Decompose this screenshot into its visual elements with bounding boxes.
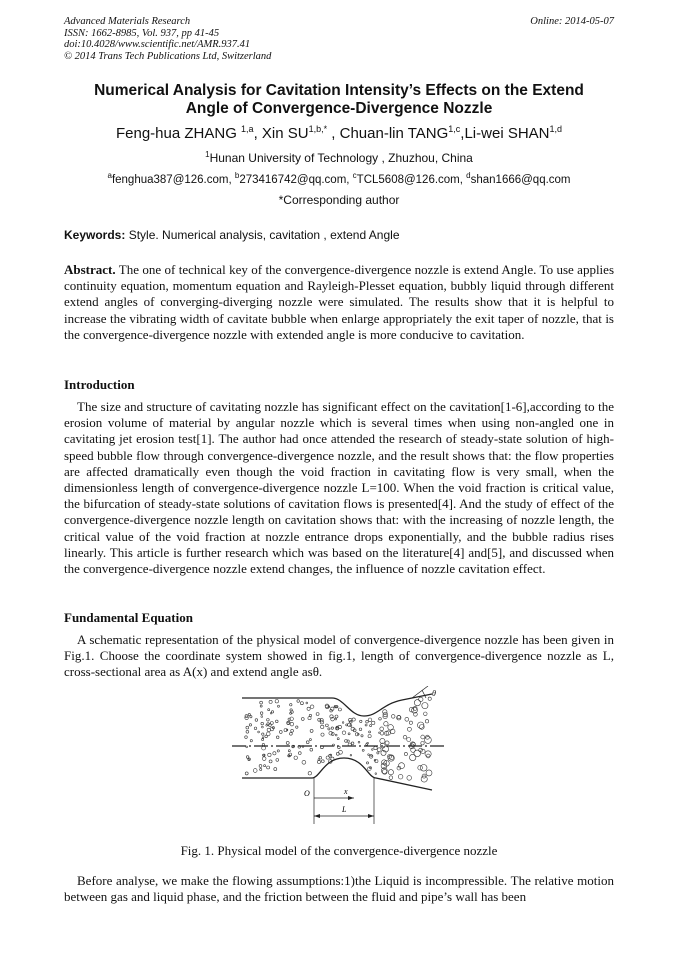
email-sup: c [352,171,357,180]
bubble [426,754,430,758]
bubble [420,765,427,772]
bubble [335,715,338,718]
bubble [405,717,409,721]
bubble [310,705,314,709]
bubble [369,731,371,733]
bubble [267,719,270,722]
bubble [307,707,310,710]
bubble [390,729,395,734]
bubble [321,733,324,736]
bubble [331,727,333,729]
author-sup: 1,b,* [308,124,328,134]
author-name: Li-wei SHAN [464,125,550,142]
keywords [64,228,614,242]
L-arrowhead-right [368,814,374,818]
bubble [428,697,431,700]
bubble [269,700,272,703]
bubble [425,720,428,723]
bubble [368,718,372,722]
bubble [309,714,311,716]
introduction-text: The size and structure of cavitating nozzle has significant effect on the cavitation[1-6],according to the erosion volume of material by angular nozzle which is several times when using non-angled one in cavitating jet erosion test[1]. The author had once attended the research of steady-state solution of high-speed bubble flow through convergence-divergence nozzle, and the result shows that: the flow properties are affected dramatically even though the void fraction in cavitating flow is very small, when the dimensionless length of convergence-divergence nozzle L=100. When the void fraction is critical value, the bifurcation of steady-state solutions of cavitation flows is presented[4]. And the study of effect of the convergence-divergence nozzle length on cavitation shows that: with the increasing of nozzle length, the critical value of the void fraction at nozzle entrance drops exponentially, and the bubble radius rises linearly. This article is further research which was based on the literature[4] and[5], and discussed when the convergence-divergence nozzle extend changes, the influence of nozzle cavitation effect. [64,399,614,577]
bubble [321,760,324,763]
bubble [335,734,337,736]
bubble [380,732,384,736]
bubble [374,746,377,749]
bubble [290,722,294,726]
bubble [426,770,432,776]
bubble [377,752,379,754]
bubble [262,726,264,728]
bubble [424,712,428,716]
bubble [391,715,395,719]
bubble [273,752,276,755]
bubble [342,722,344,724]
bubble [321,725,324,728]
bubble [348,733,350,735]
bubble [259,765,262,768]
x-arrowhead [348,796,354,800]
bubble [246,726,249,729]
bubble [260,705,262,707]
bubble [262,738,264,740]
bubble [258,731,260,733]
bubble [407,776,412,781]
bubble [310,729,313,732]
nozzle-diagram [232,686,446,826]
bubble [269,760,272,763]
email-sup: a [107,171,112,180]
bubble [365,724,367,726]
email-address: 273416742@qq.com [239,173,347,186]
bubble [362,749,364,751]
bubble [339,750,343,754]
bubble [388,725,394,731]
bubble [366,720,369,723]
bubble [385,741,389,745]
bubble [349,718,352,721]
bubble [352,718,355,721]
bubble [422,703,428,709]
bubble [278,705,280,707]
bubble [388,770,393,775]
bubble [245,772,248,775]
x-label: x [344,787,348,796]
author-list: Feng-hua ZHANG $^{1,a}$, Xin $SU^{1,b,*}$ , Chuan-lin TANG$^{1,c}$,Li-wei SHAN$^{1,d}$ [115,124,563,142]
paper-title [64,82,614,118]
bubble [246,730,249,733]
keywords-label: Keywords: [64,228,126,242]
bubble [379,718,382,721]
bubble [276,736,279,739]
email-address: TCL5608@126.com [356,173,460,186]
bubble [262,746,266,750]
bubble [358,741,360,743]
L-arrowhead-left [314,814,320,818]
email-list: $^a$fenghua387@126.com, $^b$273416742@qq.com, $^c$TCL5608@126.com, $^d$shan1666@qq.com [107,171,571,186]
bubble [351,742,354,745]
bubble [290,704,292,706]
bubble [409,721,412,724]
bubble [377,748,381,752]
bubble [389,776,393,780]
bubble [262,757,266,761]
bubble [410,754,416,760]
bubble [254,727,257,730]
bubble [246,746,248,748]
bubble [350,754,352,756]
bubble [421,735,425,739]
bubble [249,724,251,726]
bubble [384,722,388,726]
bubble [262,737,264,739]
bubble [361,735,363,737]
bubble [407,738,411,742]
bubble [288,750,290,752]
bubble [335,718,337,720]
bubble [316,713,319,716]
bubble [265,735,268,738]
section-heading-introduction: Introduction [64,377,135,392]
assumptions-text: Before analyse, we make the flowing assumptions:1)the Liquid is incompressible. The relative motion between gas and liquid phase, and the friction between the fluid and pipe’s wall has been [64,873,614,905]
figure-nozzle [232,686,446,826]
bubble [326,724,329,727]
bubble [399,763,405,769]
bubble [255,719,258,722]
bubble [368,754,370,756]
bubble [359,728,362,731]
bubble [309,739,311,741]
fundamental-equation-text: A schematic representation of the physical model of convergence-divergence nozzle has been given in Fig.1. Choose the coordinate system showed in fig.1, length of convergence-divergence nozzle as L, cross-sectional area as A(x) and extend angle asθ. [64,632,614,680]
bubble [300,702,303,705]
angle-arrow [422,690,426,698]
bubble [375,773,377,775]
email-address: shan1666@qq.com [470,173,571,186]
bubble [248,713,250,715]
bubble [248,759,250,761]
abstract-label: Abstract. [64,262,116,277]
bubble [277,750,279,752]
bubble [329,731,333,735]
bubble [291,729,294,732]
bubble [414,750,421,757]
theta-label: θ [432,689,436,698]
bubble [250,716,252,718]
author-name: Xin SU [261,125,309,142]
title-line-1: Numerical Analysis for Cavitation Intensity’s Effects on the Extend [94,82,584,99]
bubble-field [245,697,432,782]
bubble [271,711,273,713]
bubble [419,697,423,701]
bubble [418,765,423,770]
L-label: L [342,805,347,814]
email-address: fenghua387@126.com [111,173,229,186]
corresponding-author: *Corresponding author [278,193,400,207]
bubble [270,722,273,725]
title-line-2: Angle of Convergence-Divergence Nozzle [185,100,493,117]
bubble [302,760,306,764]
bubble [310,748,313,751]
bubble [290,732,293,735]
abstract [64,262,614,343]
bubble [328,728,330,730]
bubble [261,716,263,718]
bubble [260,701,263,704]
bubble [407,727,411,731]
figure-caption: Fig. 1. Physical model of the convergence-divergence nozzle [180,843,498,858]
bubble [366,762,368,764]
bubble [368,735,371,738]
bubble [421,742,424,745]
bubble [342,731,346,735]
bubble [306,741,309,744]
bubble [261,722,264,725]
affiliation-sup: 1 [205,150,210,159]
email-sup: d [466,171,471,180]
bubble [414,700,420,706]
copyright-line: © 2014 Trans Tech Publications Ltd, Switzerland [64,50,272,62]
bubble [260,712,263,715]
bubble [301,718,304,721]
bubble [372,721,375,724]
bubble [267,766,270,769]
bubble [294,756,297,759]
bubble [338,708,341,711]
bubble [425,737,432,744]
bubble [379,732,381,734]
affiliation [64,150,614,165]
author-name: Chuan-lin TANG [339,125,449,142]
online-date: Online: 2014-05-07 [530,16,614,27]
bubble [360,720,362,722]
bubble [418,722,424,728]
bubble [398,774,403,779]
bubble [275,700,278,703]
bubble [308,772,311,775]
bubble [403,735,407,739]
abstract-text: The one of technical key of the convergence-divergence nozzle is extend Angle. To use applies continuity equation, momentum equation and Rayleigh-Plesset equation, bubbly liquid through different extend angles of converging-diverging nozzle were simulated. The results show that it is helpful to increase the vibrating width of cavitate bubble when enlarge appropriately the exit taper of nozzle, that is the convergence-divergence nozzle with extended angle is more conducive to cavitation. [64,262,614,342]
bubble [253,769,257,773]
doi-line: doi:10.4028/www.scientific.net/AMR.937.41 [64,39,251,50]
bubble [370,725,372,727]
bubble [380,727,384,731]
bubble [404,752,407,755]
bubble [245,736,248,739]
section-heading-fundamental-equation: Fundamental Equation [64,610,193,625]
bubble [319,756,322,759]
bubble [276,759,279,762]
bubble [383,710,387,714]
bubble [279,731,282,734]
bubble [298,752,301,755]
bubble [296,726,298,728]
origin-label: O [304,789,310,798]
bubble [306,702,308,704]
journal-name: Advanced Materials Research [64,16,191,27]
bubble [421,749,425,753]
affiliation-text: Hunan University of Technology , Zhuzhou, China [209,151,473,165]
keywords-text: Style. Numerical analysis, cavitation , extend Angle [125,228,400,242]
bubble [268,709,270,711]
running-header [64,16,271,62]
author-sup: 1,d [549,124,563,134]
bubble [372,749,374,751]
bubble [287,722,289,724]
bubble [250,740,252,742]
author-name: Feng-hua ZHANG [115,125,237,142]
author-sup: 1,c [448,124,461,134]
issn-line: ISSN: 1662-8985, Vol. 937, pp 41-45 [64,27,220,39]
bubble [297,700,300,703]
email-sup: b [234,171,240,180]
bubble [260,768,262,770]
bubble [276,720,279,723]
bubble [337,738,339,740]
author-sup: 1,a [241,124,254,134]
bubble [274,768,277,771]
bubble [262,733,264,735]
bubble [326,756,329,759]
bubble [268,753,271,756]
bubble [286,741,289,744]
bubble [264,765,266,767]
